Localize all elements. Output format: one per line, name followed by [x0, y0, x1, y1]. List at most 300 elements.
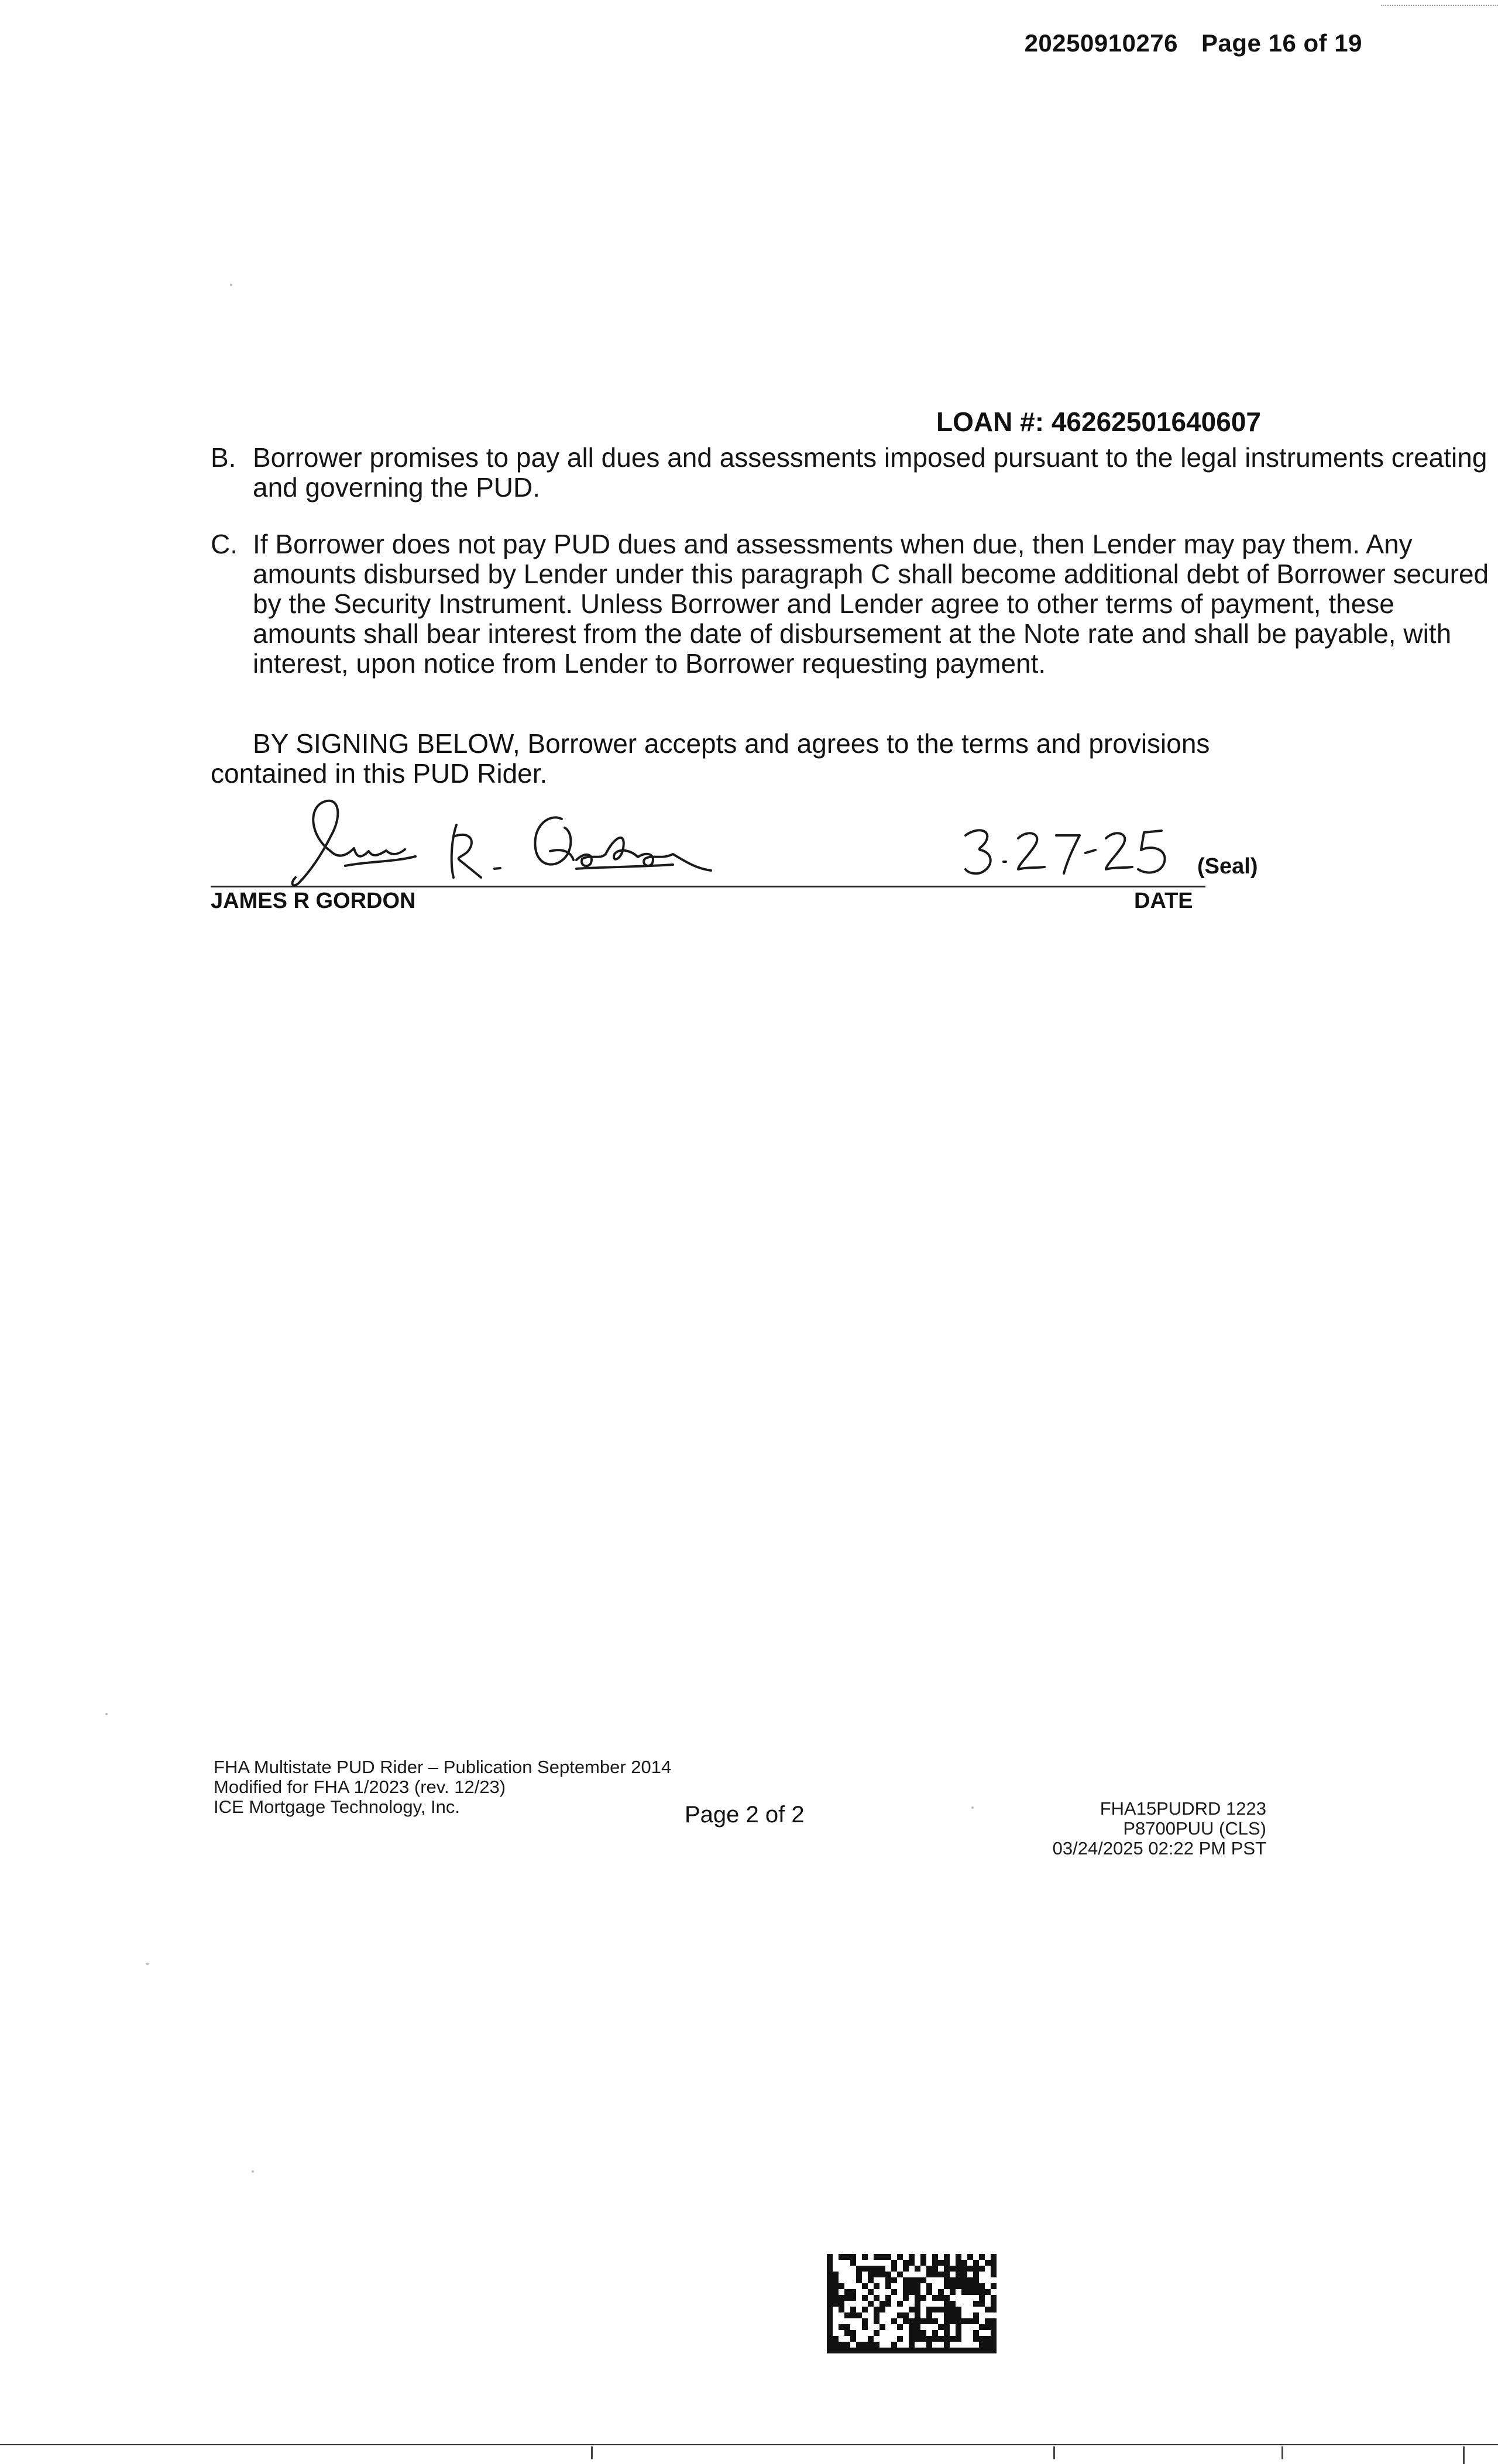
- barcode-module: [827, 2283, 833, 2289]
- barcode-module: [827, 2301, 833, 2307]
- barcode-module: [967, 2348, 973, 2353]
- barcode-module: [874, 2348, 879, 2353]
- barcode-module: [920, 2348, 926, 2353]
- barcode-module: [950, 2312, 956, 2318]
- barcode-module: [827, 2307, 833, 2312]
- barcode-module: [885, 2301, 891, 2307]
- barcode-module: [891, 2266, 897, 2272]
- barcode-module: [885, 2277, 891, 2283]
- barcode-module: [879, 2272, 885, 2277]
- barcode-module: [944, 2254, 950, 2260]
- barcode-module: [827, 2312, 833, 2318]
- barcode-module: [827, 2342, 833, 2348]
- barcode-module: [920, 2277, 926, 2283]
- barcode-module: [903, 2312, 909, 2318]
- barcode-module: [868, 2289, 874, 2295]
- barcode-module: [856, 2277, 862, 2283]
- barcode-module: [850, 2336, 856, 2342]
- barcode-module: [950, 2336, 956, 2342]
- barcode-module: [909, 2342, 915, 2348]
- barcode-module: [833, 2272, 839, 2277]
- footer-page-number: Page 2 of 2: [685, 1802, 805, 1828]
- barcode-module: [973, 2330, 979, 2336]
- barcode-module: [926, 2272, 932, 2277]
- barcode-module: [956, 2254, 961, 2260]
- barcode-module: [897, 2272, 903, 2277]
- barcode-module: [833, 2301, 839, 2307]
- barcode-module: [915, 2289, 920, 2295]
- barcode-module: [950, 2348, 956, 2353]
- datamatrix-barcode-icon: [827, 2254, 997, 2356]
- barcode-module: [909, 2289, 915, 2295]
- scan-bottom-line: [0, 2444, 1498, 2445]
- barcode-module: [991, 2272, 997, 2277]
- barcode-module: [932, 2318, 938, 2324]
- barcode-module: [944, 2277, 950, 2283]
- scan-speck: [252, 2170, 254, 2173]
- barcode-module: [915, 2295, 920, 2301]
- barcode-module: [915, 2348, 920, 2353]
- barcode-module: [891, 2260, 897, 2266]
- barcode-module: [862, 2266, 868, 2272]
- barcode-module: [932, 2336, 938, 2342]
- barcode-module: [956, 2283, 961, 2289]
- barcode-module: [956, 2330, 961, 2336]
- barcode-module: [844, 2295, 850, 2301]
- barcode-module: [938, 2295, 944, 2301]
- barcode-module: [979, 2295, 985, 2301]
- barcode-module: [961, 2318, 967, 2324]
- scan-tick-mark: [591, 2446, 593, 2459]
- barcode-module: [932, 2330, 938, 2336]
- barcode-module: [879, 2266, 885, 2272]
- barcode-module: [862, 2283, 868, 2289]
- barcode-module: [909, 2277, 915, 2283]
- barcode-module: [844, 2289, 850, 2295]
- footer-timestamp: 03/24/2025 02:22 PM PST: [1052, 1838, 1266, 1859]
- scan-speck: [105, 1713, 108, 1715]
- barcode-module: [868, 2272, 874, 2277]
- footer-revision: Modified for FHA 1/2023 (rev. 12/23): [214, 1777, 506, 1797]
- barcode-module: [874, 2312, 879, 2318]
- footer-left: [214, 1757, 671, 1817]
- barcode-module: [979, 2289, 985, 2295]
- barcode-module: [920, 2330, 926, 2336]
- barcode-module: [885, 2348, 891, 2353]
- barcode-module: [932, 2260, 938, 2266]
- barcode-module: [839, 2295, 844, 2301]
- barcode-module: [885, 2272, 891, 2277]
- barcode-module: [985, 2260, 991, 2266]
- barcode-module: [874, 2342, 879, 2348]
- barcode-module: [827, 2336, 833, 2342]
- barcode-module: [844, 2330, 850, 2336]
- barcode-module: [868, 2336, 874, 2342]
- barcode-module: [915, 2330, 920, 2336]
- barcode-module: [944, 2330, 950, 2336]
- barcode-module: [961, 2272, 967, 2277]
- barcode-module: [956, 2272, 961, 2277]
- barcode-module: [827, 2348, 833, 2353]
- barcode-module: [985, 2307, 991, 2312]
- barcode-module: [979, 2266, 985, 2272]
- barcode-module: [844, 2342, 850, 2348]
- barcode-module: [827, 2324, 833, 2330]
- barcode-module: [920, 2260, 926, 2266]
- barcode-module: [991, 2301, 997, 2307]
- barcode-module: [944, 2318, 950, 2324]
- barcode-module: [915, 2318, 920, 2324]
- barcode-module: [932, 2266, 938, 2272]
- barcode-module: [909, 2283, 915, 2289]
- barcode-module: [973, 2272, 979, 2277]
- barcode-module: [932, 2272, 938, 2277]
- footer-form-title: FHA Multistate PUD Rider – Publication September 2014: [214, 1757, 672, 1777]
- barcode-module: [903, 2289, 909, 2295]
- barcode-module: [961, 2277, 967, 2283]
- barcode-module: [973, 2318, 979, 2324]
- barcode-module: [897, 2336, 903, 2342]
- barcode-module: [938, 2324, 944, 2330]
- barcode-module: [827, 2260, 833, 2266]
- paragraph-c: [211, 529, 1498, 717]
- barcode-module: [897, 2312, 903, 2318]
- barcode-module: [956, 2266, 961, 2272]
- document-header: [1025, 29, 1362, 57]
- barcode-module: [926, 2318, 932, 2324]
- barcode-module: [973, 2301, 979, 2307]
- barcode-module: [967, 2318, 973, 2324]
- barcode-module: [926, 2307, 932, 2312]
- barcode-module: [915, 2277, 920, 2283]
- barcode-module: [827, 2266, 833, 2272]
- barcode-module: [862, 2348, 868, 2353]
- barcode-module: [920, 2295, 926, 2301]
- barcode-module: [879, 2307, 885, 2312]
- paragraph-b-text: Borrower promises to pay all dues and assessments imposed pursuant to the legal instruments creating and governing the PUD.: [253, 442, 1487, 503]
- barcode-module: [991, 2283, 997, 2289]
- barcode-module: [956, 2312, 961, 2318]
- barcode-module: [967, 2283, 973, 2289]
- barcode-module: [956, 2324, 961, 2330]
- barcode-module: [938, 2336, 944, 2342]
- barcode-module: [985, 2342, 991, 2348]
- barcode-module: [879, 2348, 885, 2353]
- barcode-module: [991, 2266, 997, 2272]
- barcode-module: [944, 2336, 950, 2342]
- barcode-module: [862, 2295, 868, 2301]
- barcode-module: [903, 2260, 909, 2266]
- barcode-module: [862, 2324, 868, 2330]
- barcode-module: [839, 2324, 844, 2330]
- barcode-module: [926, 2283, 932, 2289]
- barcode-module: [944, 2283, 950, 2289]
- barcode-module: [897, 2301, 903, 2307]
- paragraph-b: [211, 443, 1498, 513]
- barcode-module: [926, 2348, 932, 2353]
- barcode-module: [944, 2342, 950, 2348]
- scan-edge-line: [1381, 5, 1498, 6]
- barcode-module: [991, 2260, 997, 2266]
- barcode-module: [850, 2289, 856, 2295]
- barcode-module: [844, 2348, 850, 2353]
- barcode-module: [874, 2272, 879, 2277]
- barcode-module: [833, 2348, 839, 2353]
- barcode-module: [897, 2348, 903, 2353]
- footer-right: [1053, 1799, 1266, 1859]
- barcode-module: [885, 2295, 891, 2301]
- barcode-module: [833, 2283, 839, 2289]
- barcode-module: [827, 2254, 833, 2260]
- barcode-module: [874, 2295, 879, 2301]
- barcode-module: [979, 2283, 985, 2289]
- barcode-module: [979, 2348, 985, 2353]
- barcode-module: [956, 2277, 961, 2283]
- barcode-module: [950, 2307, 956, 2312]
- barcode-module: [938, 2260, 944, 2266]
- barcode-module: [985, 2324, 991, 2330]
- barcode-module: [839, 2348, 844, 2353]
- barcode-module: [950, 2301, 956, 2307]
- barcode-module: [979, 2324, 985, 2330]
- barcode-module: [874, 2330, 879, 2336]
- barcode-module: [985, 2348, 991, 2353]
- barcode-module: [979, 2336, 985, 2342]
- barcode-module: [827, 2318, 833, 2324]
- barcode-module: [979, 2254, 985, 2260]
- barcode-module: [909, 2330, 915, 2336]
- barcode-module: [862, 2254, 868, 2260]
- barcode-module: [944, 2272, 950, 2277]
- barcode-module: [973, 2312, 979, 2318]
- barcode-module: [850, 2260, 856, 2266]
- barcode-module: [915, 2266, 920, 2272]
- barcode-module: [926, 2266, 932, 2272]
- barcode-module: [903, 2318, 909, 2324]
- barcode-module: [932, 2254, 938, 2260]
- barcode-module: [909, 2324, 915, 2330]
- barcode-module: [833, 2289, 839, 2295]
- paragraph-c-label: C.: [211, 529, 238, 559]
- barcode-module: [903, 2266, 909, 2272]
- barcode-module: [985, 2318, 991, 2324]
- barcode-module: [938, 2272, 944, 2277]
- signature-line: [211, 886, 1205, 887]
- barcode-module: [926, 2336, 932, 2342]
- barcode-module: [833, 2295, 839, 2301]
- barcode-module: [967, 2277, 973, 2283]
- barcode-module: [956, 2336, 961, 2342]
- barcode-module: [991, 2324, 997, 2330]
- barcode-module: [874, 2318, 879, 2324]
- scan-tick-mark: [1281, 2446, 1283, 2459]
- barcode-module: [973, 2336, 979, 2342]
- barcode-module: [862, 2307, 868, 2312]
- barcode-module: [850, 2295, 856, 2301]
- barcode-module: [868, 2348, 874, 2353]
- scan-speck: [971, 1806, 974, 1809]
- barcode-module: [839, 2301, 844, 2307]
- signer-name: JAMES R GORDON: [211, 889, 416, 913]
- barcode-module: [827, 2277, 833, 2283]
- barcode-module: [856, 2342, 862, 2348]
- barcode-module: [961, 2266, 967, 2272]
- barcode-module: [991, 2318, 997, 2324]
- barcode-module: [915, 2336, 920, 2342]
- scan-speck: [146, 1963, 149, 1965]
- barcode-module: [909, 2307, 915, 2312]
- barcode-module: [979, 2301, 985, 2307]
- barcode-module: [844, 2312, 850, 2318]
- barcode-module: [827, 2330, 833, 2336]
- barcode-module: [839, 2342, 844, 2348]
- barcode-module: [827, 2272, 833, 2277]
- scan-tick-mark: [1053, 2446, 1055, 2459]
- handwritten-signature: [275, 796, 731, 892]
- barcode-module: [868, 2301, 874, 2307]
- barcode-module: [885, 2283, 891, 2289]
- barcode-module: [862, 2342, 868, 2348]
- barcode-module: [909, 2336, 915, 2342]
- barcode-module: [920, 2318, 926, 2324]
- barcode-module: [967, 2254, 973, 2260]
- barcode-module: [856, 2312, 862, 2318]
- document-number: 20250910276: [1024, 29, 1179, 57]
- barcode-module: [839, 2283, 844, 2289]
- barcode-module: [874, 2307, 879, 2312]
- scan-speck: [230, 284, 232, 286]
- barcode-module: [991, 2307, 997, 2312]
- barcode-module: [950, 2277, 956, 2283]
- barcode-module: [944, 2266, 950, 2272]
- barcode-module: [938, 2348, 944, 2353]
- barcode-module: [991, 2336, 997, 2342]
- barcode-module: [938, 2289, 944, 2295]
- barcode-module: [868, 2342, 874, 2348]
- barcode-graphic: [827, 2254, 997, 2353]
- barcode-module: [850, 2330, 856, 2336]
- barcode-module: [956, 2348, 961, 2353]
- barcode-module: [856, 2272, 862, 2277]
- barcode-module: [991, 2330, 997, 2336]
- barcode-module: [920, 2254, 926, 2260]
- barcode-module: [833, 2336, 839, 2342]
- barcode-module: [850, 2348, 856, 2353]
- barcode-module: [891, 2342, 897, 2348]
- signing-statement: BY SIGNING BELOW, Borrower accepts and agrees to the terms and provisions contained in this PUD Rider.: [211, 728, 1210, 789]
- barcode-module: [891, 2318, 897, 2324]
- barcode-module: [950, 2283, 956, 2289]
- barcode-module: [961, 2348, 967, 2353]
- barcode-module: [856, 2266, 862, 2272]
- barcode-module: [944, 2295, 950, 2301]
- barcode-module: [915, 2283, 920, 2289]
- footer-company: ICE Mortgage Technology, Inc.: [214, 1797, 461, 1817]
- barcode-module: [903, 2283, 909, 2289]
- barcode-module: [985, 2289, 991, 2295]
- barcode-module: [827, 2295, 833, 2301]
- seal-label: (Seal): [1197, 854, 1258, 879]
- barcode-module: [874, 2283, 879, 2289]
- barcode-module: [950, 2318, 956, 2324]
- barcode-module: [868, 2277, 874, 2283]
- barcode-module: [833, 2277, 839, 2283]
- barcode-module: [844, 2254, 850, 2260]
- barcode-module: [932, 2307, 938, 2312]
- barcode-module: [991, 2348, 997, 2353]
- barcode-module: [973, 2277, 979, 2283]
- barcode-module: [991, 2295, 997, 2301]
- barcode-module: [950, 2289, 956, 2295]
- barcode-module: [915, 2324, 920, 2330]
- barcode-module: [956, 2260, 961, 2266]
- barcode-module: [926, 2289, 932, 2295]
- barcode-module: [944, 2312, 950, 2318]
- barcode-module: [856, 2348, 862, 2353]
- barcode-module: [891, 2277, 897, 2283]
- barcode-module: [973, 2260, 979, 2266]
- barcode-module: [932, 2295, 938, 2301]
- barcode-module: [897, 2254, 903, 2260]
- barcode-module: [944, 2324, 950, 2330]
- handwritten-date: [960, 818, 1217, 891]
- barcode-module: [874, 2266, 879, 2272]
- barcode-module: [956, 2307, 961, 2312]
- barcode-module: [915, 2301, 920, 2307]
- footer-doc-code: P8700PUU (CLS): [1123, 1818, 1266, 1839]
- barcode-module: [967, 2289, 973, 2295]
- barcode-module: [839, 2307, 844, 2312]
- barcode-module: [909, 2318, 915, 2324]
- barcode-module: [827, 2289, 833, 2295]
- barcode-module: [850, 2254, 856, 2260]
- barcode-module: [991, 2342, 997, 2348]
- barcode-module: [938, 2307, 944, 2312]
- barcode-module: [973, 2289, 979, 2295]
- barcode-module: [850, 2312, 856, 2318]
- barcode-module: [950, 2266, 956, 2272]
- barcode-module: [973, 2283, 979, 2289]
- barcode-module: [956, 2318, 961, 2324]
- footer-form-code: FHA15PUDRD 1223: [1100, 1798, 1266, 1819]
- barcode-module: [915, 2312, 920, 2318]
- barcode-module: [967, 2266, 973, 2272]
- paragraph-b-label: B.: [211, 442, 236, 473]
- date-label: DATE: [1134, 889, 1193, 913]
- barcode-module: [833, 2342, 839, 2348]
- barcode-module: [944, 2307, 950, 2312]
- barcode-module: [885, 2254, 891, 2260]
- handwritten-date-drawing: [960, 818, 1217, 888]
- barcode-module: [932, 2348, 938, 2353]
- barcode-module: [944, 2348, 950, 2353]
- barcode-module: [903, 2295, 909, 2301]
- barcode-module: [920, 2336, 926, 2342]
- barcode-module: [874, 2254, 879, 2260]
- barcode-module: [909, 2260, 915, 2266]
- barcode-module: [850, 2307, 856, 2312]
- barcode-module: [879, 2301, 885, 2307]
- barcode-module: [973, 2266, 979, 2272]
- barcode-module: [879, 2254, 885, 2260]
- barcode-module: [891, 2289, 897, 2295]
- loan-number: LOAN #: 46262501640607: [936, 407, 1261, 437]
- barcode-module: [985, 2336, 991, 2342]
- barcode-module: [944, 2260, 950, 2266]
- barcode-module: [844, 2324, 850, 2330]
- barcode-module: [961, 2283, 967, 2289]
- barcode-module: [909, 2348, 915, 2353]
